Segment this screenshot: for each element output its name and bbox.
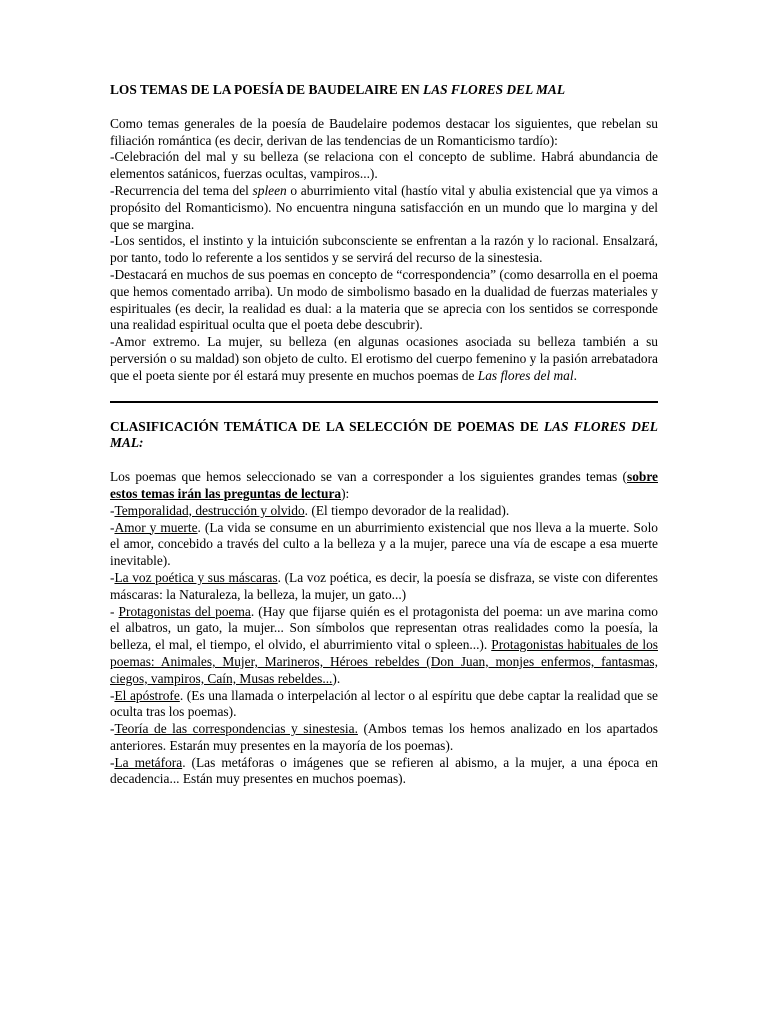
topic-label: La voz poética y sus máscaras	[114, 569, 278, 585]
section1-title-italic: LAS FLORES DEL MAL	[423, 82, 566, 97]
theme-item-spleen	[110, 183, 658, 233]
topic-label: El apóstrofe	[114, 687, 180, 703]
topic-description: (Ambos temas los hemos analizado en los apartados anteriores. Estarán muy presentes en la mayoría de los poemas).	[110, 721, 658, 753]
theme-item-amor-start: -Amor extremo. La mujer, su belleza (en algunas ocasiones asociada su belleza también a su perversión o su maldad) son objeto de culto. El erotismo del cuerpo femenino y la pasión arrebatadora que el poeta siente por él estará muy presente en muchos poemas de	[110, 334, 658, 383]
topic-description-end: ).	[332, 670, 341, 686]
theme-item-correspondencia: -Destacará en muchos de sus poemas en concepto de “correspondencia” (como desarrolla en el poema que hemos comentado arriba). Un modo de simbolismo basado en la dualidad de fuerzas materiales y espirituales (es decir, la realidad es dual: a la materia que se aprecia con los sentidos se corresponde una realidad espiritual oculta que el poeta debe descubrir).	[110, 266, 658, 333]
topic-item-amor-muerte	[110, 520, 658, 570]
topic-prefix: -	[110, 687, 115, 703]
topic-description: . (Las metáforas o imágenes que se refieren al abismo, a la mujer, a una época en decadencia... Están muy presentes en muchos poemas).	[110, 754, 658, 787]
section1-title	[110, 82, 658, 99]
theme-item-amor	[110, 334, 658, 384]
topic-prefix: -	[110, 502, 115, 518]
topic-description: . (Es una llamada o interpelación al lector o al espíritu que debe captar la realidad que se oculta tras los poemas).	[110, 687, 658, 720]
topic-item-metafora	[110, 755, 658, 789]
topic-label: La metáfora	[114, 754, 183, 770]
section2-intro-emphasis: sobre estos temas irán las preguntas de lectura	[110, 469, 658, 501]
theme-item-sentidos: -Los sentidos, el instinto y la intuición subconsciente se enfrentan a la razón y lo racional. Ensalzará, por tanto, todo lo referente a los sentidos y se servirá del recurso de la sinestesia.	[110, 233, 658, 266]
theme-item-amor-title: Las flores del mal	[477, 367, 574, 383]
topic-label: Amor y muerte	[114, 519, 198, 535]
section2-title	[110, 419, 658, 453]
section1-title-text: LOS TEMAS DE LA POESÍA DE BAUDELAIRE EN	[110, 82, 424, 97]
theme-item-spleen-start: -Recurrencia del tema del	[110, 182, 253, 198]
topic-prefix: -	[110, 721, 115, 737]
topic-prefix: -	[110, 519, 115, 535]
topic-protagonists-list: Protagonistas habituales de los poemas: Animales, Mujer, Marineros, Héroes rebeldes (Don Juan, monjes enfermos, fantasmas, ciegos, vampiros, Caín, Musas rebeldes...	[110, 637, 658, 686]
section1-intro: Como temas generales de la poesía de Baudelaire podemos destacar los siguientes, que rebelan su filiación romántica (es decir, derivan de las tendencias de un Romanticismo tardío):	[110, 115, 658, 148]
section2-intro-start: Los poemas que hemos seleccionado se van a corresponder a los siguientes grandes temas (	[110, 469, 627, 485]
theme-item-spleen-term: spleen	[252, 182, 287, 198]
section2-title-italic: LAS FLORES DEL MAL:	[110, 418, 658, 451]
topic-prefix: -	[110, 569, 115, 585]
topic-description: . (La vida se consume en un aburrimiento existencial que nos lleva a la muerte. Solo el amor, concebido a través del culto a la belleza y a la mujer, parece una vía de escape a esa muerte inevitable).	[110, 519, 658, 569]
topic-item-voz-poetica	[110, 570, 658, 604]
document-page	[110, 82, 658, 788]
topic-prefix: -	[110, 603, 119, 619]
topic-item-apostrofe	[110, 688, 658, 722]
topic-label: Temporalidad, destrucción y olvido	[114, 502, 305, 518]
section2-title-text: CLASIFICACIÓN TEMÁTICA DE LA SELECCIÓN DE POEMAS DE	[110, 418, 544, 434]
topic-item-correspondencias	[110, 721, 658, 755]
section2-intro	[110, 469, 658, 503]
topic-description: . (La voz poética, es decir, la poesía se disfraza, se viste con diferentes máscaras: la Naturaleza, la belleza, la mujer, un gato...)	[110, 569, 658, 602]
theme-item-mal: -Celebración del mal y su belleza (se relaciona con el concepto de sublime. Habrá abundancia de elementos satánicos, fuerzas ocultas, vampiros...).	[110, 149, 658, 182]
topic-label: Teoría de las correspondencias y sinestesia.	[114, 721, 358, 737]
topic-label: Protagonistas del poema	[118, 603, 251, 619]
topic-prefix: -	[110, 754, 115, 770]
theme-item-spleen-end: o aburrimiento vital (hastío vital y abulia existencial que ya vimos a propósito del Romanticismo). No encuentra ninguna satisfacción en un mundo que lo margina y del que se margina.	[110, 182, 658, 232]
topic-description: . (Hay que fijarse quién es el protagonista del poema: un ave marina como el albatros, un gato, la mujer... Son símbolos que representan otras realidades como la poesía, la belleza, el mal, el tiempo, el olvido, el aburrimiento vital o spleen...).	[110, 603, 659, 653]
theme-item-amor-end: .	[573, 367, 577, 383]
topic-item-temporalidad	[110, 503, 658, 520]
section2-intro-end: ):	[341, 485, 350, 501]
topic-description: . (El tiempo devorador de la realidad).	[304, 502, 510, 518]
section-divider	[110, 401, 658, 403]
topic-item-protagonistas	[110, 604, 658, 688]
